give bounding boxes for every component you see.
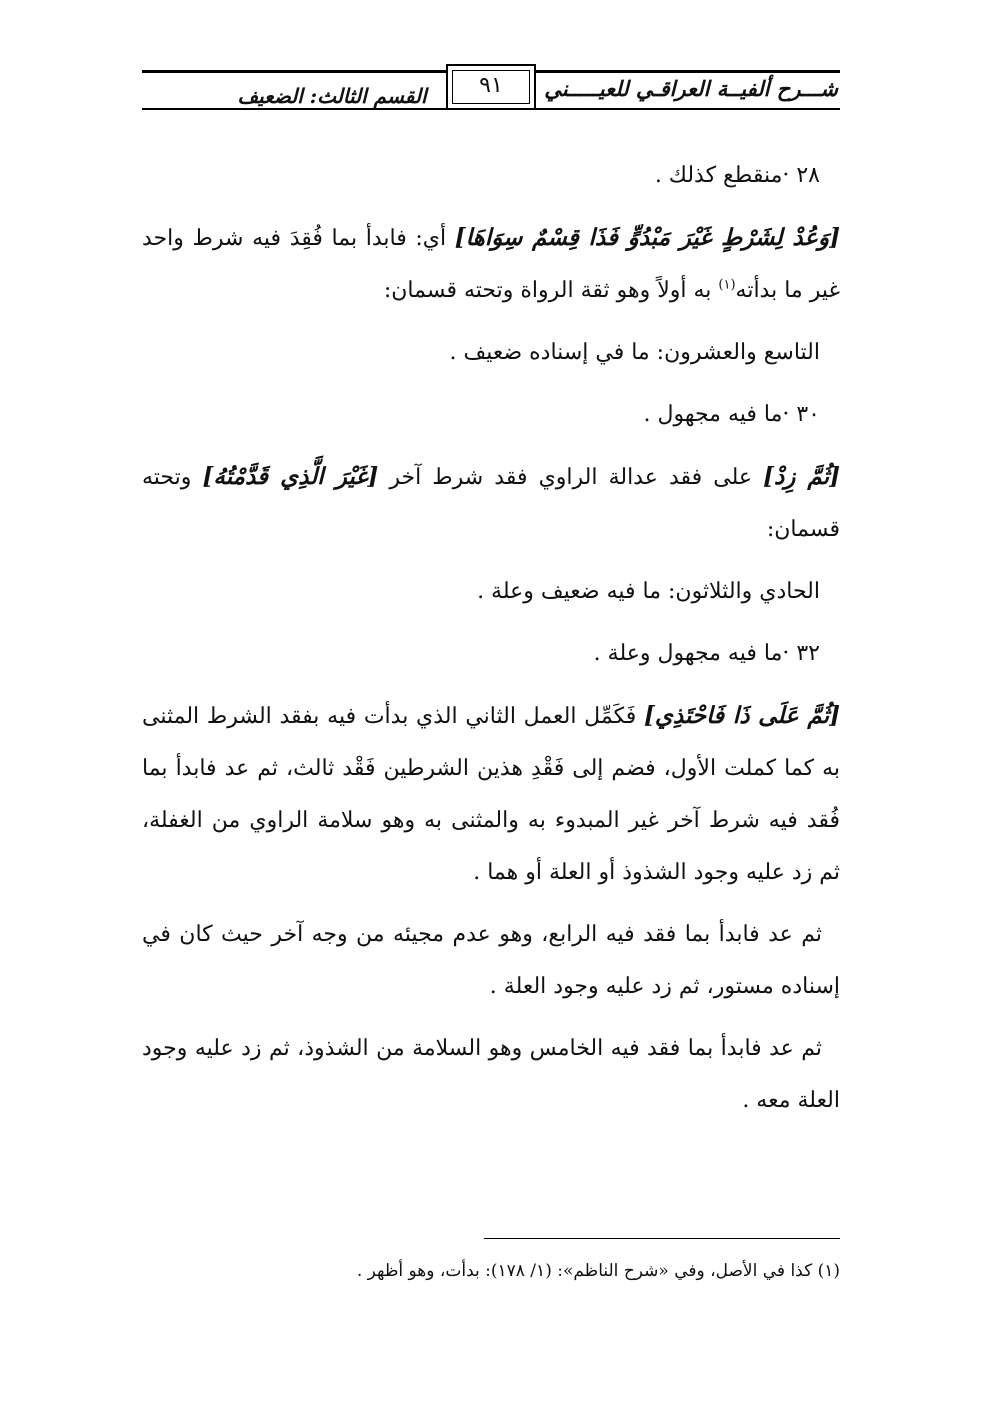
paragraph bbox=[142, 212, 840, 317]
verse-quote: [ثُمَّ زِدْ] bbox=[763, 463, 841, 490]
paragraph-text: فَكَمِّل العمل الثاني الذي بدأت فيه بفقد الشرط المثنى به كما كملت الأول، فضم إلى فَقْدِ هذين الشرطين فَقْد ثالث، ثم عد فابدأ بما فُقد فيه شرط آخر غير المبدوء به والمثنى به وهو سلامة الراوي من الغفلة، ثم زد عليه وجود الشذوذ أو العلة أو هما . bbox=[142, 704, 840, 885]
footnote: (١) كذا في الأصل، وفي «شرح الناظم»: (١/ ١٧٨): بدأت، وهو أظهر . bbox=[356, 1261, 840, 1281]
list-item-30: ٣٠ ·ما فيه مجهول . bbox=[643, 402, 820, 427]
list-item-29: التاسع والعشرون: ما في إسناده ضعيف . bbox=[449, 340, 820, 365]
paragraph: ثم عد فابدأ بما فقد فيه الخامس وهو السلامة من الشذوذ، ثم زد عليه وجود العلة معه . bbox=[142, 1036, 840, 1113]
page-header bbox=[142, 64, 840, 114]
verse-quote: [غَيْرَ الَّذِي قَدَّمْتُهُ] bbox=[202, 463, 379, 490]
paragraph-text: به أولاً وهو ثقة الرواة وتحته قسمان: bbox=[383, 278, 719, 303]
list-item-28: ٢٨ ·منقطع كذلك . bbox=[654, 163, 820, 188]
verse-quote: [وَعُدْ لِشَرْطٍ غَيْرَ مَبْدُوٍّ فَذَا قِسْمٌ سِوَاهَا] bbox=[454, 224, 840, 251]
list-item-32: ٣٢ ·ما فيه مجهول وعلة . bbox=[593, 641, 820, 666]
book-title: شـــرح ألفيــة العراقـي للعيـــــني bbox=[544, 76, 838, 101]
paragraph bbox=[142, 690, 840, 899]
header-rule bbox=[535, 108, 840, 110]
paragraph-text: أي: فابدأ بما فُقِدَ فيه شرط واحد غير ما بدأته bbox=[142, 226, 840, 303]
paragraph bbox=[142, 451, 840, 556]
footnote-ref[interactable]: (١) bbox=[718, 277, 736, 293]
paragraph: ثم عد فابدأ بما فقد فيه الرابع، وهو عدم مجيئه من وجه آخر حيث كان في إسناده مستور، ثم زد عليه وجود العلة . bbox=[142, 922, 840, 999]
page-number-box bbox=[446, 64, 536, 110]
section-title: القسم الثالث: الضعيف bbox=[237, 84, 427, 108]
header-rule bbox=[535, 70, 840, 73]
paragraph-text: على فقد عدالة الراوي فقد شرط آخر bbox=[378, 465, 764, 490]
footnote-separator bbox=[484, 1238, 840, 1239]
header-rule bbox=[142, 70, 447, 73]
page-number: ٩١ bbox=[479, 73, 503, 98]
paragraph-text: وتحته قسمان: bbox=[142, 465, 840, 542]
main-text bbox=[142, 150, 840, 1137]
list-item-31: الحادي والثلاثون: ما فيه ضعيف وعلة . bbox=[477, 579, 820, 604]
verse-quote: [ثُمَّ عَلَى ذَا فَاحْتَذِي] bbox=[643, 702, 840, 729]
header-rule bbox=[142, 108, 447, 110]
